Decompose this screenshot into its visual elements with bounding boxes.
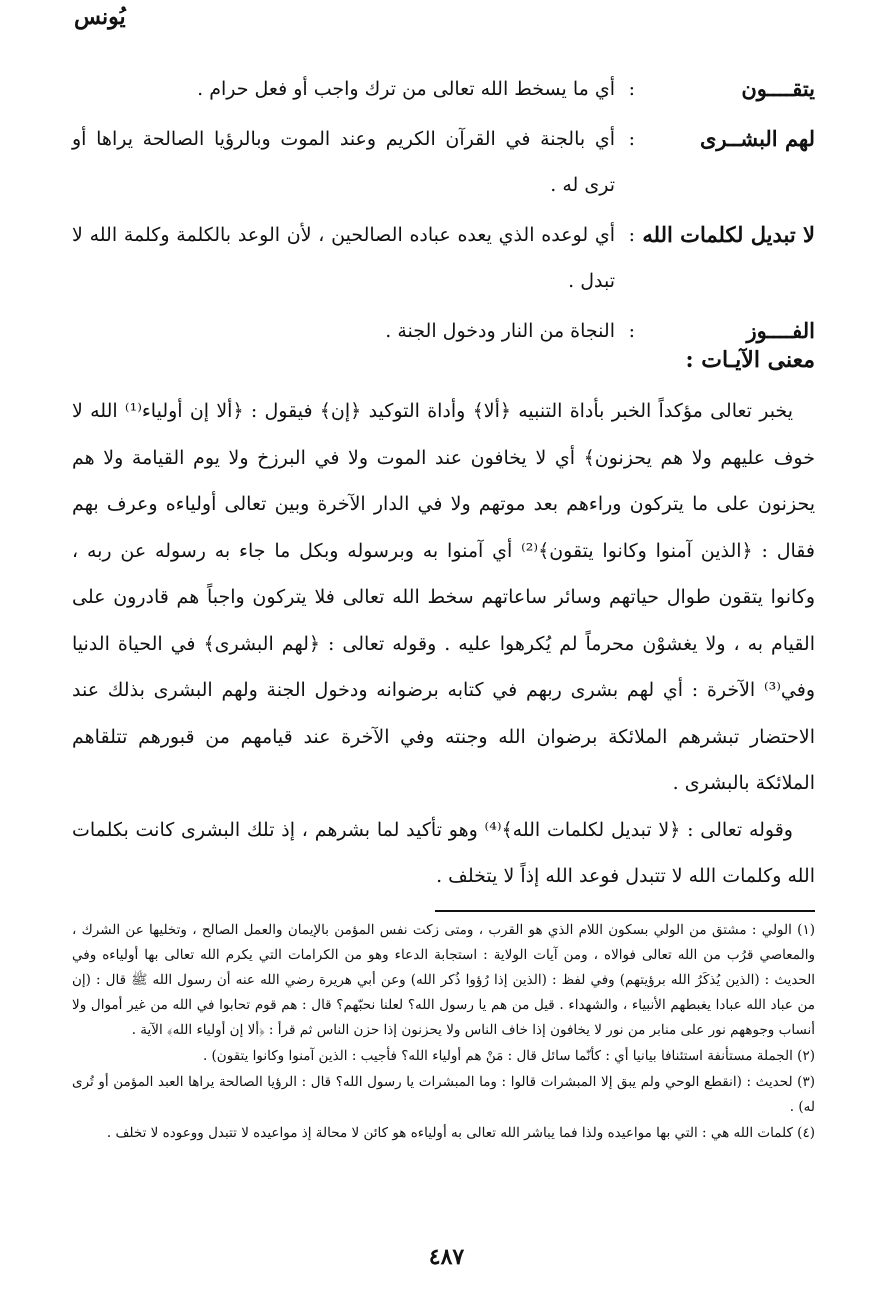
- definition-row: [72, 116, 815, 208]
- vocabulary-definitions: [72, 66, 815, 358]
- definition-term: الفــــوز: [746, 318, 815, 343]
- definition-meaning: النجاة من النار ودخول الجنة .: [385, 320, 615, 342]
- page-number: ٤٨٧: [428, 1244, 465, 1270]
- definition-row: [72, 66, 815, 112]
- footnote-divider: [435, 910, 815, 912]
- section-heading: معنى الآيـات :: [685, 347, 815, 373]
- definition-row: [72, 212, 815, 304]
- definition-term: لا تبديل لكلمات الله: [642, 222, 815, 247]
- commentary-paragraph: يخبر تعالى مؤكداً الخبر بأداة التنبيه ﴿ألا﴾ وأداة التوكيد ﴿إن﴾ فيقول : ﴿ألا إن أولياء⁽¹⁾ الله لا خوف عليهم ولا هم يحزنون﴾ أي لا يخافون عند الموت ولا في البرزخ ولا يوم القيامة ولا هم يحزنون على ما يتركون وراءهم بعد موتهم ولا في الدار الآخرة وبين تعالى أولياءه وعرف بهم فقال : ﴿الذين آمنوا وكانوا يتقون﴾⁽²⁾ أي آمنوا به وبرسوله وبكل ما جاء به رسوله عن ربه ، وكانوا يتقون طوال حياتهم وسائر ساعاتهم سخط الله تعالى فلا يتركون واجباً هم قادرون على القيام به ، ولا يغشوْن محرماً لم يُكرهوا عليه . وقوله تعالى : ﴿لهم البشرى﴾ في الحياة الدنيا وفي⁽³⁾ الآخرة : أي لهم بشرى ربهم في كتابه برضوانه ودخول الجنة ولهم البشرى بذلك عند الاحتضار تبشرهم الملائكة برضوان الله وجنته وفي الآخرة عند قيامهم من قبورهم تتلقاهم الملائكة بالبشرى .: [72, 400, 815, 794]
- footnote: (٣) لحديث : (انقطع الوحي ولم يبق إلا المبشرات قالوا : وما المبشرات يا رسول الله؟ قال : الرؤيا الصالحة يراها العبد المؤمن أو تُرى له) .: [72, 1074, 815, 1115]
- footnote: (١) الولي : مشتق من الولي بسكون اللام الذي هو القرب ، ومتى زكت نفس المؤمن بالإيمان والعمل الصالح ، وتخليها عن الشرك ، والمعاصي قرُب من الله تعالى فوالاه ، ومن آيات الولاية : استجابة الدعاء وهو من الكرامات التي يكرم الله تعالى بها أولياءه وفي الحديث : (الذين يُذكَرُ الله برؤيتهم) وفي لفظ : (الذين إذا رُؤوا ذُكر الله) وعن أبي هريرة رضي الله عنه أن رسول الله ﷺ قال : (إن من عباد الله عبادا يغبطهم الأنبياء ، والشهداء . قيل من هم يا رسول الله؟ لعلنا نحبّهم؟ قال : هم قوم تحابوا في الله من غير أموال ولا أنساب وجوههم نور على منابر من نور لا يخافون إذا خاف الناس ولا يحزنون إذا حزن الناس ثم قرأ : ﴿ألا إن أولياء الله﴾ الآية .: [72, 922, 815, 1038]
- definition-separator: :: [628, 78, 635, 100]
- definition-meaning: أي لوعده الذي يعده عباده الصالحين ، لأن الوعد بالكلمة وكلمة الله لا تبدل .: [72, 224, 615, 292]
- definition-separator: :: [628, 224, 635, 246]
- running-header-title: يُونس: [74, 4, 126, 30]
- definition-separator: :: [628, 128, 635, 150]
- definition-meaning: أي بالجنة في القرآن الكريم وعند الموت وبالرؤيا الصالحة يراها أو ترى له .: [72, 128, 615, 196]
- commentary-paragraph: وقوله تعالى : ﴿لا تبديل لكلمات الله﴾⁽⁴⁾ وهو تأكيد لما بشرهم ، إذ تلك البشرى كانت بكلمات الله وكلمات الله لا تتبدل فوعد الله إذاً لا يتخلف .: [72, 818, 815, 887]
- definition-separator: :: [628, 320, 635, 342]
- definition-term: لهم البشــرى: [700, 126, 815, 151]
- footnotes: [72, 918, 815, 1147]
- commentary-body: [72, 388, 815, 900]
- definition-meaning: أي ما يسخط الله تعالى من ترك واجب أو فعل حرام .: [197, 78, 615, 100]
- footnote: (٢) الجملة مستأنفة استئنافا بيانيا أي : كأنّما سائل قال : مَنْ هم أولياء الله؟ فأجيب : الذين آمنوا وكانوا يتقون) .: [202, 1048, 815, 1064]
- definition-term: يتقــــون: [741, 76, 815, 101]
- footnote: (٤) كلمات الله هي : التي بها مواعيده ولذا فما يباشر الله تعالى به أولياءه هو كائن لا محالة إذ مواعيده لا تتبدل ووعوده لا تخلف .: [106, 1125, 815, 1141]
